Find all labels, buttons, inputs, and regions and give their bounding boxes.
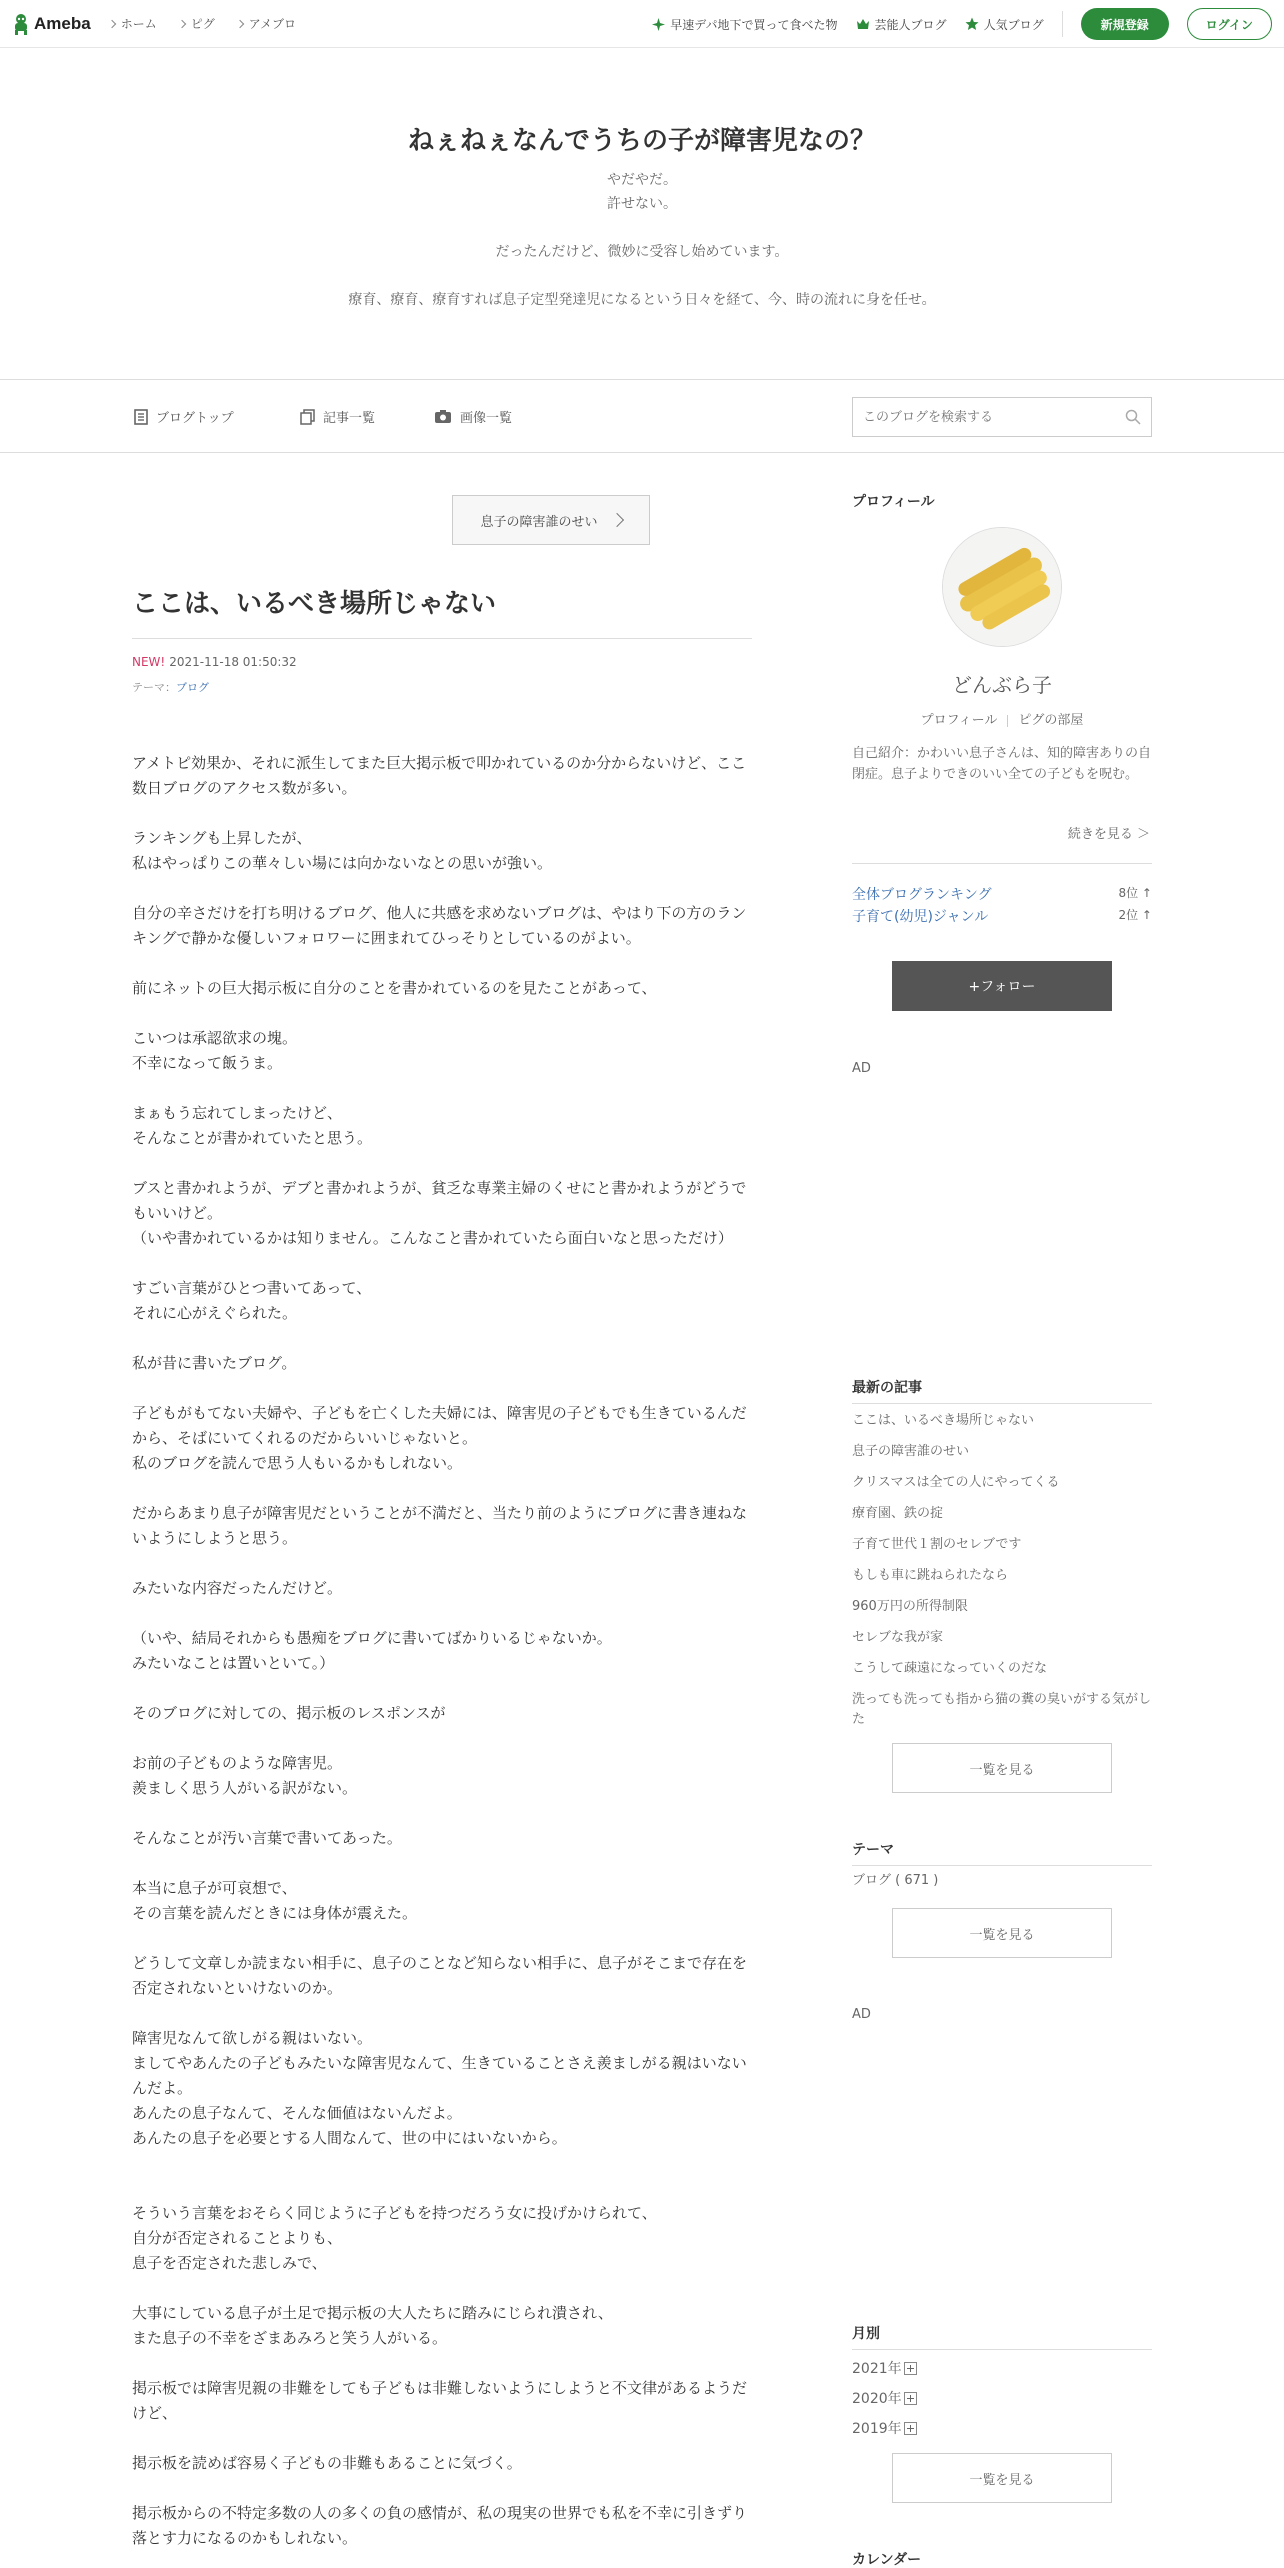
celebrity-blog-link[interactable] bbox=[856, 16, 947, 33]
entry-paragraph: 自分の辛さだけを打ち明けるブログ、他人に共感を求めないブログは、やはり下の方のランキングで静かな優しいフォロワーに囲まれてひっそりとしているのがよい。 bbox=[132, 904, 747, 947]
calendar-heading: カレンダー bbox=[852, 2552, 922, 2568]
topic-link-label: 早速デパ地下で買って食べた物 bbox=[670, 17, 838, 32]
register-button[interactable]: 新規登録 bbox=[1081, 8, 1169, 40]
celebrity-blog-label: 芸能人ブログ bbox=[874, 17, 947, 32]
entry-paragraph: ランキングも上昇したが、 私はやっぱりこの華々しい場には向かないなとの思いが強い。 bbox=[132, 829, 553, 872]
recent-entry-item[interactable]: もしも車に跳ねられたなら bbox=[852, 1568, 1009, 1583]
profile-heading: プロフィール bbox=[852, 494, 935, 510]
blog-header bbox=[0, 48, 1284, 380]
new-badge: NEW! bbox=[132, 655, 166, 669]
chevron-right-icon bbox=[107, 19, 115, 27]
global-header bbox=[0, 0, 1284, 48]
header-right bbox=[652, 0, 1272, 48]
topic-link[interactable] bbox=[652, 16, 837, 33]
prev-entry-button[interactable] bbox=[452, 495, 650, 545]
document-icon bbox=[134, 409, 148, 425]
month-label: 2019年 bbox=[852, 2421, 902, 2437]
month-list-button[interactable]: 一覧を見る bbox=[892, 2453, 1112, 2503]
month-label: 2020年 bbox=[852, 2391, 902, 2407]
theme-link[interactable]: ブログ bbox=[176, 681, 209, 694]
corn-avatar-icon bbox=[943, 528, 1062, 647]
theme-list bbox=[852, 1871, 1152, 1902]
nav-image-list[interactable] bbox=[434, 407, 512, 426]
desc-line: 療育、療育、療育すれば息子定型発達児になるという日々を経て、今、時の流れに身を任せ。 bbox=[348, 292, 936, 308]
copy-icon bbox=[300, 409, 315, 425]
profile-name[interactable]: どんぶら子 bbox=[952, 673, 1052, 697]
nav-entry-list-label: 記事一覧 bbox=[323, 411, 376, 426]
entry-paragraph: 掲示板からの不特定多数の人の多くの負の感情が、私の現実の世界でも私を不幸に引きずり落とす力になるのかもしれない。 bbox=[132, 2504, 748, 2547]
ameba-mascot-icon bbox=[12, 13, 30, 35]
theme-heading: テーマ bbox=[852, 1839, 1152, 1866]
nav-blog-top[interactable] bbox=[134, 407, 234, 426]
login-button[interactable]: ログイン bbox=[1187, 8, 1272, 40]
avatar[interactable] bbox=[942, 527, 1062, 647]
blog-description bbox=[0, 168, 1284, 312]
logo-text: Ameba bbox=[34, 13, 91, 33]
camera-icon bbox=[434, 409, 452, 424]
entry-paragraph: 掲示板では障害児親の非難をしても子どもは非難しないようにしようと不文律があるようだけど、 bbox=[132, 2379, 748, 2422]
nav-image-list-label: 画像一覧 bbox=[460, 411, 513, 426]
ranking-label: 子育て(幼児)ジャンル bbox=[852, 909, 989, 925]
divider bbox=[1007, 715, 1008, 727]
nav-blog-top-label: ブログトップ bbox=[156, 411, 234, 426]
entry-paragraph: こいつは承認欲求の塊。 不幸になって飯うま。 bbox=[132, 1029, 298, 1072]
entry-datetime: 2021-11-18 01:50:32 bbox=[169, 655, 297, 669]
recent-entry-item[interactable]: ここは、いるべき場所じゃない bbox=[852, 1413, 1035, 1428]
blog-nav bbox=[0, 381, 1284, 453]
recent-heading: 最新の記事 bbox=[852, 1377, 1152, 1404]
chevron-right-icon bbox=[609, 513, 623, 527]
nav-pig-label: ピグ bbox=[190, 17, 215, 31]
nav-ameblo[interactable] bbox=[237, 15, 296, 32]
entry-paragraph: すごい言葉がひとつ書いてあって、 それに心がえぐられた。 bbox=[132, 1279, 372, 1322]
profile-links bbox=[852, 709, 1152, 728]
month-item[interactable] bbox=[852, 2358, 917, 2378]
month-heading: 月別 bbox=[852, 2323, 1152, 2350]
recent-entry-item[interactable]: 息子の障害誰のせい bbox=[852, 1444, 970, 1459]
entry-paragraph: 大事にしている息子が土足で掲示板の大人たちに踏みにじられ潰され、 また息子の不幸をざまあみろと笑う人がいる。 bbox=[132, 2304, 613, 2347]
theme-list-button[interactable]: 一覧を見る bbox=[892, 1908, 1112, 1958]
nav-home[interactable] bbox=[109, 15, 157, 32]
sparkle-icon bbox=[652, 18, 665, 31]
desc-spacer bbox=[0, 264, 1284, 288]
follow-button[interactable]: +フォロー bbox=[892, 961, 1112, 1011]
entry-paragraph: 本当に息子が可哀想で、 その言葉を読んだときには身体が震えた。 bbox=[132, 1879, 418, 1922]
ranking-label: 全体ブログランキング bbox=[852, 887, 992, 903]
recent-entries-list bbox=[852, 1411, 1152, 1741]
chevron-right-icon bbox=[177, 19, 185, 27]
profile-link[interactable]: プロフィール bbox=[920, 713, 998, 728]
entry-paragraph: そのブログに対しての、掲示板のレスポンスが bbox=[132, 1704, 446, 1722]
popular-blog-link[interactable] bbox=[965, 16, 1044, 33]
ad-label: AD bbox=[852, 1061, 871, 1076]
entry-paragraph: （いや、結局それからも愚痴をブログに書いてばかりいるじゃないか。 みたいなことは置いといて。） bbox=[132, 1629, 612, 1672]
nav-pig[interactable] bbox=[179, 15, 215, 32]
star-icon bbox=[965, 17, 979, 31]
entry-paragraph: まぁもう忘れてしまったけど、 そんなことが書かれていたと思う。 bbox=[132, 1104, 373, 1147]
popular-blog-label: 人気ブログ bbox=[983, 17, 1044, 32]
month-label: 2021年 bbox=[852, 2361, 902, 2377]
entry-paragraph: そういう言葉をおそらく同じように子どもを持つだろう女に投げかけられて、 自分が否定されることよりも、 息子を否定された悲しみで、 bbox=[132, 2204, 657, 2272]
recent-entry-item[interactable]: クリスマスは全ての人にやってくる bbox=[852, 1475, 1060, 1490]
recent-entry-item[interactable]: 療育園、鉄の掟 bbox=[852, 1506, 944, 1521]
crown-icon bbox=[856, 18, 870, 30]
entry-paragraph: みたいな内容だったんだけど。 bbox=[132, 1579, 343, 1597]
entry-paragraph: 掲示板を読めば容易く子どもの非難もあることに気づく。 bbox=[132, 2454, 522, 2472]
recent-list-button[interactable]: 一覧を見る bbox=[892, 1743, 1112, 1793]
desc-line: やだやだ。 bbox=[607, 172, 677, 188]
month-item[interactable] bbox=[852, 2418, 917, 2438]
search-icon[interactable] bbox=[1125, 409, 1141, 425]
divider bbox=[1062, 11, 1063, 37]
recent-entry-item[interactable]: セレブな我が家 bbox=[852, 1630, 944, 1645]
entry-date bbox=[132, 655, 297, 669]
read-more-link[interactable]: 続きを見る ＞ bbox=[1067, 827, 1150, 842]
entry-paragraph: 障害児なんて欲しがる親はいない。 ましてやあんたの子どもみたいな障害児なんて、生きていることさえ羨ましがる親はいないんだよ。 あんたの息子なんて、そんな価値はないんだよ。 あんたの息子を必要とする人間なんて、世の中にはいないから。 bbox=[132, 2029, 747, 2147]
plus-icon[interactable] bbox=[904, 2362, 917, 2375]
entry-title[interactable]: ここは、いるべき場所じゃない bbox=[132, 583, 752, 639]
nav-home-label: ホーム bbox=[120, 17, 157, 31]
profile-intro: 自己紹介：かわいい息子さんは、知的障害ありの自閉症。息子よりできのいい全ての子どもを呪む。 bbox=[852, 746, 1152, 782]
month-item[interactable] bbox=[852, 2388, 917, 2408]
ranking-genre[interactable] bbox=[852, 906, 1152, 926]
chevron-right-icon bbox=[235, 19, 243, 27]
entry-paragraph: どうして文章しか読まない相手に、息子のことなど知らない相手に、息子がそこまで存在を否定されないといけないのか。 bbox=[132, 1954, 748, 1997]
blog-search bbox=[852, 397, 1152, 437]
entry-paragraph: 私が昔に書いたブログ。 bbox=[132, 1354, 297, 1372]
entry-theme bbox=[132, 679, 209, 695]
blog-title[interactable]: ねぇねぇなんでうちの子が障害児なの？ bbox=[407, 126, 876, 156]
theme-item[interactable]: ブログ ( 671 ) bbox=[852, 1873, 939, 1888]
pig-room-link[interactable]: ピグの部屋 bbox=[1018, 713, 1084, 728]
entry-paragraph: 前にネットの巨大掲示板に自分のことを書かれているのを見たことがあって、 bbox=[132, 979, 657, 997]
ameba-logo[interactable] bbox=[12, 13, 91, 35]
prev-entry-label: 息子の障害誰のせい bbox=[480, 514, 598, 530]
global-nav bbox=[109, 15, 296, 32]
divider bbox=[852, 863, 1152, 864]
search-input[interactable] bbox=[863, 410, 1125, 425]
ad-label: AD bbox=[852, 2007, 871, 2022]
recent-entry-item[interactable]: 960万円の所得制限 bbox=[852, 1599, 968, 1614]
plus-icon[interactable] bbox=[904, 2392, 917, 2405]
entry-paragraph: ブスと書かれようが、デブと書かれようが、貧乏な専業主婦のくせにと書かれようがどうでもいいけど。 （いや書かれているかは知りません。こんなこと書かれていたら面白いなと思っただけ） bbox=[132, 1179, 747, 1247]
desc-line: だったんだけど、微妙に受容し始めています。 bbox=[495, 244, 789, 260]
nav-entry-list[interactable] bbox=[300, 407, 375, 426]
entry-paragraph: だからあまり息子が障害児だということが不満だと、当たり前のようにブログに書き連ねないようにしようと思う。 bbox=[132, 1504, 748, 1547]
ranking-overall[interactable] bbox=[852, 884, 1152, 904]
nav-ameblo-label: アメブロ bbox=[248, 17, 296, 31]
entry-paragraph: お前の子どものような障害児。 羨ましく思う人がいる訳がない。 bbox=[132, 1754, 358, 1797]
desc-line: 許せない。 bbox=[607, 196, 677, 212]
entry-paragraph: アメトピ効果か、それに派生してまた巨大掲示板で叩かれているのか分からないけど、ここ数日ブログのアクセス数が多い。 bbox=[132, 754, 747, 797]
recent-entry-item[interactable]: 洗っても洗っても指から猫の糞の臭いがする気がした bbox=[852, 1692, 1152, 1727]
entry-paragraph: そんなことが汚い言葉で書いてあった。 bbox=[132, 1829, 402, 1847]
entry-body bbox=[132, 751, 752, 2568]
desc-spacer bbox=[0, 216, 1284, 240]
entry-paragraph: 子どもがもてない夫婦や、子どもを亡くした夫婦には、障害児の子どもでも生きているんだから、そばにいてくれるのだからいいじゃないと。 私のブログを読んで思う人もいるかもしれない。 bbox=[132, 1404, 747, 1472]
recent-entry-item[interactable]: 子育て世代１割のセレブです bbox=[852, 1537, 1022, 1552]
recent-entry-item[interactable]: こうして疎遠になっていくのだな bbox=[852, 1661, 1048, 1676]
theme-prefix: テーマ： bbox=[132, 681, 176, 694]
plus-icon[interactable] bbox=[904, 2422, 917, 2435]
ranking-value: 8位 ↑ bbox=[1118, 886, 1152, 900]
ranking-value: 2位 ↑ bbox=[1118, 908, 1152, 922]
